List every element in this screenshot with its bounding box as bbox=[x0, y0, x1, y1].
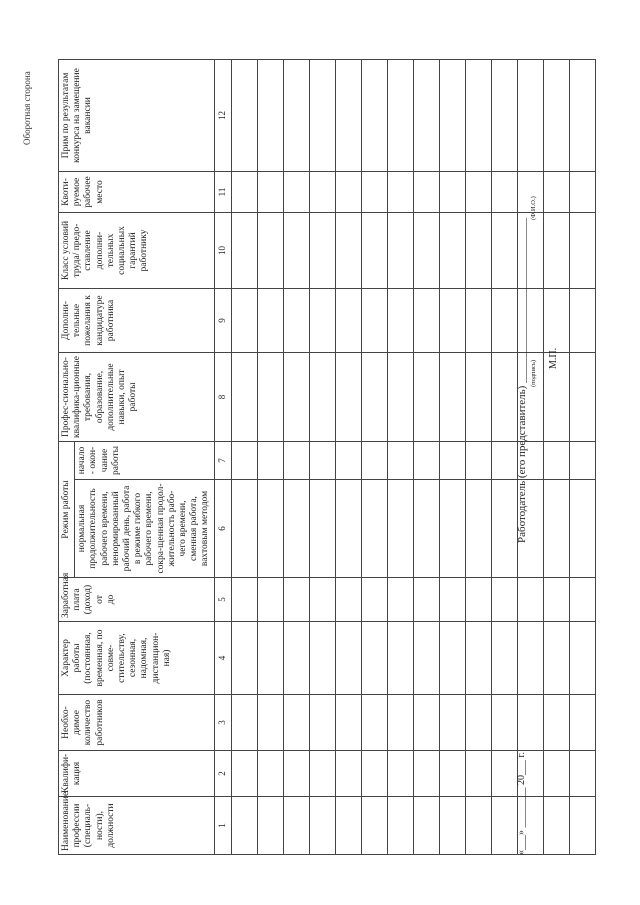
empty-table-cell bbox=[491, 442, 517, 480]
empty-table-cell bbox=[413, 797, 439, 855]
column-numbers-row bbox=[214, 60, 231, 855]
empty-table-cell bbox=[543, 442, 569, 480]
empty-table-cell bbox=[309, 751, 335, 797]
empty-table-cell bbox=[491, 289, 517, 353]
empty-table-cell bbox=[361, 289, 387, 353]
empty-table-cell bbox=[465, 289, 491, 353]
empty-table-row bbox=[387, 60, 413, 855]
empty-table-cell bbox=[387, 442, 413, 480]
column-number: 7 bbox=[214, 442, 231, 480]
empty-table-cell bbox=[361, 60, 387, 172]
empty-table-cell bbox=[283, 797, 309, 855]
header-salary-to: до bbox=[105, 594, 116, 605]
fio-hint: (Ф.И.О.) bbox=[530, 196, 537, 220]
empty-table-cell bbox=[413, 751, 439, 797]
empty-table-cell bbox=[361, 480, 387, 578]
empty-table-cell bbox=[491, 213, 517, 289]
header-worker-count: Необхо-димое количество работников bbox=[59, 695, 215, 751]
empty-table-cell bbox=[335, 213, 361, 289]
empty-table-cell bbox=[283, 622, 309, 695]
empty-table-cell bbox=[231, 213, 257, 289]
empty-table-cell bbox=[309, 578, 335, 622]
column-number: 4 bbox=[214, 622, 231, 695]
empty-table-cell bbox=[413, 480, 439, 578]
empty-table-cell bbox=[283, 289, 309, 353]
column-number: 11 bbox=[214, 172, 231, 213]
empty-table-cell bbox=[413, 172, 439, 213]
empty-table-cell bbox=[543, 172, 569, 213]
empty-table-cell bbox=[465, 797, 491, 855]
empty-table-cell bbox=[569, 578, 595, 622]
empty-table-cell bbox=[231, 289, 257, 353]
empty-table-cell bbox=[387, 172, 413, 213]
empty-table-cell bbox=[335, 442, 361, 480]
empty-table-row bbox=[283, 60, 309, 855]
column-number: 12 bbox=[214, 60, 231, 172]
empty-table-row bbox=[361, 60, 387, 855]
empty-table-cell bbox=[543, 289, 569, 353]
header-work-type: Характер работы (постоянная, временная, по совме-стительству, сезонная, надомная, дистанцион-ная) bbox=[59, 622, 215, 695]
empty-table-cell bbox=[543, 578, 569, 622]
empty-table-cell bbox=[491, 60, 517, 172]
side-note: Оборотная сторона bbox=[22, 71, 32, 145]
empty-table-cell bbox=[413, 353, 439, 442]
empty-table-cell bbox=[569, 213, 595, 289]
signature-hint: (подпись) bbox=[530, 360, 537, 387]
empty-table-cell bbox=[569, 172, 595, 213]
empty-table-cell bbox=[543, 695, 569, 751]
empty-table-cell bbox=[309, 622, 335, 695]
empty-table-cell bbox=[309, 442, 335, 480]
empty-table-cell bbox=[387, 695, 413, 751]
empty-table-cell bbox=[257, 578, 283, 622]
empty-table-cell bbox=[361, 695, 387, 751]
column-number: 9 bbox=[214, 289, 231, 353]
empty-table-cell bbox=[387, 289, 413, 353]
header-salary-label: Заработная плата (доход) bbox=[61, 572, 94, 618]
header-salary-from: от bbox=[94, 595, 105, 604]
empty-table-cell bbox=[231, 442, 257, 480]
header-profession: Наименование профессии (специаль-ности), должности bbox=[59, 797, 215, 855]
empty-table-cell bbox=[465, 480, 491, 578]
empty-table-cell bbox=[335, 172, 361, 213]
empty-table-cell bbox=[361, 353, 387, 442]
column-number: 2 bbox=[214, 751, 231, 797]
empty-table-cell bbox=[543, 480, 569, 578]
empty-table-cell bbox=[257, 480, 283, 578]
empty-table-cell bbox=[231, 797, 257, 855]
empty-table-cell bbox=[283, 353, 309, 442]
empty-table-cell bbox=[491, 622, 517, 695]
column-number: 3 bbox=[214, 695, 231, 751]
empty-table-cell bbox=[335, 622, 361, 695]
empty-table-cell bbox=[517, 60, 543, 172]
header-regime: Режим работы bbox=[59, 442, 75, 578]
empty-table-cell bbox=[439, 622, 465, 695]
empty-table-cell bbox=[361, 578, 387, 622]
empty-table-cell bbox=[309, 172, 335, 213]
header-regime-duration: нормальная продолжительность рабочего времени, ненормированный рабочий день, работа в режиме гибкого рабочего времени, сокра-щенная продол-жительность рабо-чего времени, сменная работа, вахтовым методом bbox=[75, 480, 214, 578]
header-conditions: Класс условий труда/ предо-ставление дополни-тельных социальных гарантий работнику bbox=[59, 213, 215, 289]
empty-table-cell bbox=[361, 622, 387, 695]
empty-table-cell bbox=[387, 797, 413, 855]
empty-table-cell bbox=[309, 60, 335, 172]
column-number: 6 bbox=[214, 480, 231, 578]
empty-table-cell bbox=[569, 622, 595, 695]
empty-table-cell bbox=[439, 172, 465, 213]
empty-table-cell bbox=[491, 751, 517, 797]
empty-table-cell bbox=[413, 578, 439, 622]
empty-table-cell bbox=[569, 289, 595, 353]
empty-table-cell bbox=[231, 622, 257, 695]
empty-table-cell bbox=[413, 695, 439, 751]
empty-table-cell bbox=[413, 213, 439, 289]
empty-table-cell bbox=[309, 695, 335, 751]
empty-table-cell bbox=[465, 353, 491, 442]
empty-table-cell bbox=[465, 60, 491, 172]
empty-table-cell bbox=[387, 622, 413, 695]
empty-table-cell bbox=[569, 751, 595, 797]
empty-table-cell bbox=[465, 172, 491, 213]
empty-table-cell bbox=[387, 480, 413, 578]
empty-table-row bbox=[335, 60, 361, 855]
empty-table-cell bbox=[439, 442, 465, 480]
empty-table-cell bbox=[283, 172, 309, 213]
empty-table-cell bbox=[257, 213, 283, 289]
empty-table-row bbox=[413, 60, 439, 855]
empty-table-row bbox=[231, 60, 257, 855]
empty-table-cell bbox=[283, 751, 309, 797]
empty-table-cell bbox=[543, 622, 569, 695]
empty-table-cell bbox=[231, 751, 257, 797]
header-salary bbox=[59, 572, 215, 622]
empty-table-cell bbox=[335, 353, 361, 442]
empty-table-cell bbox=[361, 213, 387, 289]
empty-table-cell bbox=[283, 695, 309, 751]
empty-table-cell bbox=[569, 60, 595, 172]
empty-table-cell bbox=[413, 622, 439, 695]
empty-table-cell bbox=[283, 578, 309, 622]
empty-table-row bbox=[465, 60, 491, 855]
header-qualification: Квалифи-кация bbox=[59, 751, 215, 797]
empty-table-cell bbox=[257, 797, 283, 855]
empty-table-row bbox=[439, 60, 465, 855]
empty-table-cell bbox=[361, 442, 387, 480]
column-number: 5 bbox=[214, 578, 231, 622]
empty-table-cell bbox=[309, 353, 335, 442]
empty-table-row bbox=[309, 60, 335, 855]
column-number: 10 bbox=[214, 213, 231, 289]
empty-table-cell bbox=[439, 60, 465, 172]
header-quota: Квоти-руемое рабочее место bbox=[59, 172, 215, 213]
empty-table-cell bbox=[491, 172, 517, 213]
empty-table-cell bbox=[283, 480, 309, 578]
empty-table-cell bbox=[413, 289, 439, 353]
header-wishes: Дополни-тельные пожелания к кандидатуре работника bbox=[59, 289, 215, 353]
empty-table-cell bbox=[439, 695, 465, 751]
empty-table-cell bbox=[543, 213, 569, 289]
empty-table-cell bbox=[439, 289, 465, 353]
empty-table-cell bbox=[569, 353, 595, 442]
empty-table-cell bbox=[361, 797, 387, 855]
empty-table-cell bbox=[231, 480, 257, 578]
empty-table-cell bbox=[257, 622, 283, 695]
empty-table-cell bbox=[257, 60, 283, 172]
header-row-1 bbox=[59, 60, 75, 855]
empty-table-cell bbox=[569, 797, 595, 855]
empty-table-row bbox=[491, 60, 517, 855]
empty-table-cell bbox=[439, 751, 465, 797]
empty-table-cell bbox=[387, 213, 413, 289]
empty-table-cell bbox=[491, 695, 517, 751]
empty-table-cell bbox=[439, 797, 465, 855]
empty-table-cell bbox=[517, 578, 543, 622]
empty-table-cell bbox=[439, 480, 465, 578]
empty-table-cell bbox=[309, 289, 335, 353]
empty-table-cell bbox=[465, 695, 491, 751]
empty-table-cell bbox=[335, 797, 361, 855]
empty-table-cell bbox=[309, 480, 335, 578]
empty-table-cell bbox=[439, 578, 465, 622]
empty-table-cell bbox=[257, 751, 283, 797]
empty-table-cell bbox=[335, 289, 361, 353]
empty-table-cell bbox=[231, 60, 257, 172]
empty-table-cell bbox=[491, 797, 517, 855]
employer-signature-line: Работодатель (его представитель) ______________________________ bbox=[516, 217, 528, 543]
empty-table-cell bbox=[283, 60, 309, 172]
empty-table-cell bbox=[543, 751, 569, 797]
empty-table-cell bbox=[231, 695, 257, 751]
empty-table-cell bbox=[465, 622, 491, 695]
date-line: «___» ________ 20___ г. bbox=[516, 752, 527, 855]
empty-table-cell bbox=[335, 695, 361, 751]
empty-table-cell bbox=[335, 480, 361, 578]
header-requirements: Профес-сионально-квалифика-ционные требования, образование, дополнительные навыки, опыт работы bbox=[59, 353, 215, 442]
empty-table-cell bbox=[283, 213, 309, 289]
empty-table-cell bbox=[309, 213, 335, 289]
empty-table-cell bbox=[569, 442, 595, 480]
empty-table-cell bbox=[465, 442, 491, 480]
vacancy-table bbox=[58, 59, 596, 855]
empty-table-cell bbox=[257, 442, 283, 480]
header-note: Прим по результатам конкурса на замещение вакансии bbox=[59, 60, 215, 172]
empty-table-cell bbox=[465, 751, 491, 797]
empty-table-cell bbox=[335, 578, 361, 622]
empty-table-cell bbox=[465, 578, 491, 622]
empty-table-cell bbox=[257, 289, 283, 353]
empty-table-cell bbox=[517, 695, 543, 751]
empty-table-cell bbox=[543, 797, 569, 855]
column-number: 1 bbox=[214, 797, 231, 855]
empty-table-cell bbox=[387, 578, 413, 622]
header-regime-start-end: начало - окон-чание работы bbox=[75, 442, 214, 480]
empty-table-cell bbox=[465, 213, 491, 289]
empty-table-cell bbox=[387, 751, 413, 797]
empty-table-cell bbox=[257, 172, 283, 213]
empty-table-cell bbox=[335, 60, 361, 172]
empty-table-cell bbox=[413, 442, 439, 480]
empty-table-cell bbox=[569, 480, 595, 578]
empty-table-cell bbox=[335, 751, 361, 797]
empty-table-cell bbox=[231, 172, 257, 213]
empty-table-cell bbox=[257, 695, 283, 751]
empty-table-cell bbox=[361, 751, 387, 797]
empty-table-cell bbox=[413, 60, 439, 172]
empty-table-cell bbox=[517, 622, 543, 695]
empty-table-cell bbox=[439, 213, 465, 289]
empty-table-cell bbox=[231, 353, 257, 442]
empty-table-cell bbox=[309, 797, 335, 855]
column-number: 8 bbox=[214, 353, 231, 442]
empty-table-cell bbox=[491, 578, 517, 622]
empty-table-cell bbox=[257, 353, 283, 442]
empty-table-cell bbox=[439, 353, 465, 442]
empty-table-cell bbox=[543, 60, 569, 172]
empty-table-row bbox=[257, 60, 283, 855]
empty-table-cell bbox=[387, 60, 413, 172]
empty-table-cell bbox=[361, 172, 387, 213]
empty-table-cell bbox=[387, 353, 413, 442]
empty-table-cell bbox=[491, 480, 517, 578]
empty-table-cell bbox=[569, 695, 595, 751]
empty-table-cell bbox=[491, 353, 517, 442]
empty-table-row bbox=[543, 60, 569, 855]
stamp-place: М.П. bbox=[548, 347, 559, 369]
empty-table-row bbox=[569, 60, 595, 855]
empty-table-cell bbox=[231, 578, 257, 622]
empty-table-cell bbox=[283, 442, 309, 480]
